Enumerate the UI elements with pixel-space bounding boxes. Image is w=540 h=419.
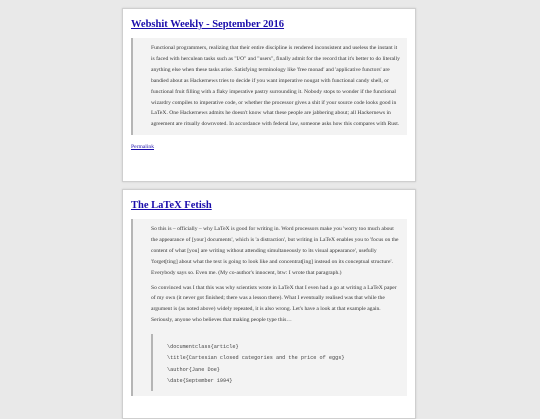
post-quote (131, 38, 407, 135)
code-line: \documentclass{article} (167, 344, 239, 351)
post-card (122, 8, 416, 182)
post-quote (131, 219, 407, 396)
post-card (122, 189, 416, 419)
permalink-link[interactable]: Permalink (131, 144, 154, 151)
code-line: \date{September 1994} (167, 377, 233, 384)
code-line: \author{Jane Doe} (167, 366, 220, 373)
code-block (151, 334, 401, 391)
quote-paragraph: So convinced was I that this was why scientists wrote in LaTeX that I even had a go at writing a LaTeX paper of my own (it never got finished; there was a lesson there). What I eventually realised was that while the argument is (as noted above) widely repeated, it is also wrong. Let's have a look at that example again. Seriously, anyone who believes that making people type this… (151, 284, 397, 324)
quote-paragraph: So this is – officially – why LaTeX is good for writing in. Word processors make you 'worry too much about the appearance of [your] documents', which is 'a distraction', but writing in LaTeX enables you to 'focus on the content of what [you] are writing without attending simultaneously to its visual appearance', usefully 'forget[ting] about what the text is going to look like and concentrat[ing] instead on its conceptual structure'. Everybody says so. Even me. (My co-author's innocent, btw: I wrote that paragraph.) (151, 226, 399, 276)
post-title-link[interactable]: Webshit Weekly - September 2016 (131, 19, 285, 30)
quote-paragraph: Functional programmers, realizing that their entire discipline is rendered inconsistent and useless the instant it is faced with herculean tasks such as "I/O" and "users", finally admit for the record that it's better to do literally anything else when these tasks arise. Satisfying terminology like 'free monad' and 'applicative functors' are bandied about as Hackernews tries to decide if you want imperative nougat with functional candy shell, or functional fruit filling with a flaky imperative pastry surrounding it. Nobody stops to wonder if the functional wizardry compiles to imperative code, or whether the processor gives a shit if your source code looks good in LaTeX. One Hackernews admits he doesn't know what these people are jabbering about; all Hackernews in agreement are ritually downvoted. In accordance with federal law, someone asks how this compares with Rust. (151, 45, 400, 128)
code-line: \title{Cartesian closed categories and the price of eggs} (167, 355, 345, 362)
post-title-link[interactable]: The LaTeX Fetish (131, 200, 212, 211)
